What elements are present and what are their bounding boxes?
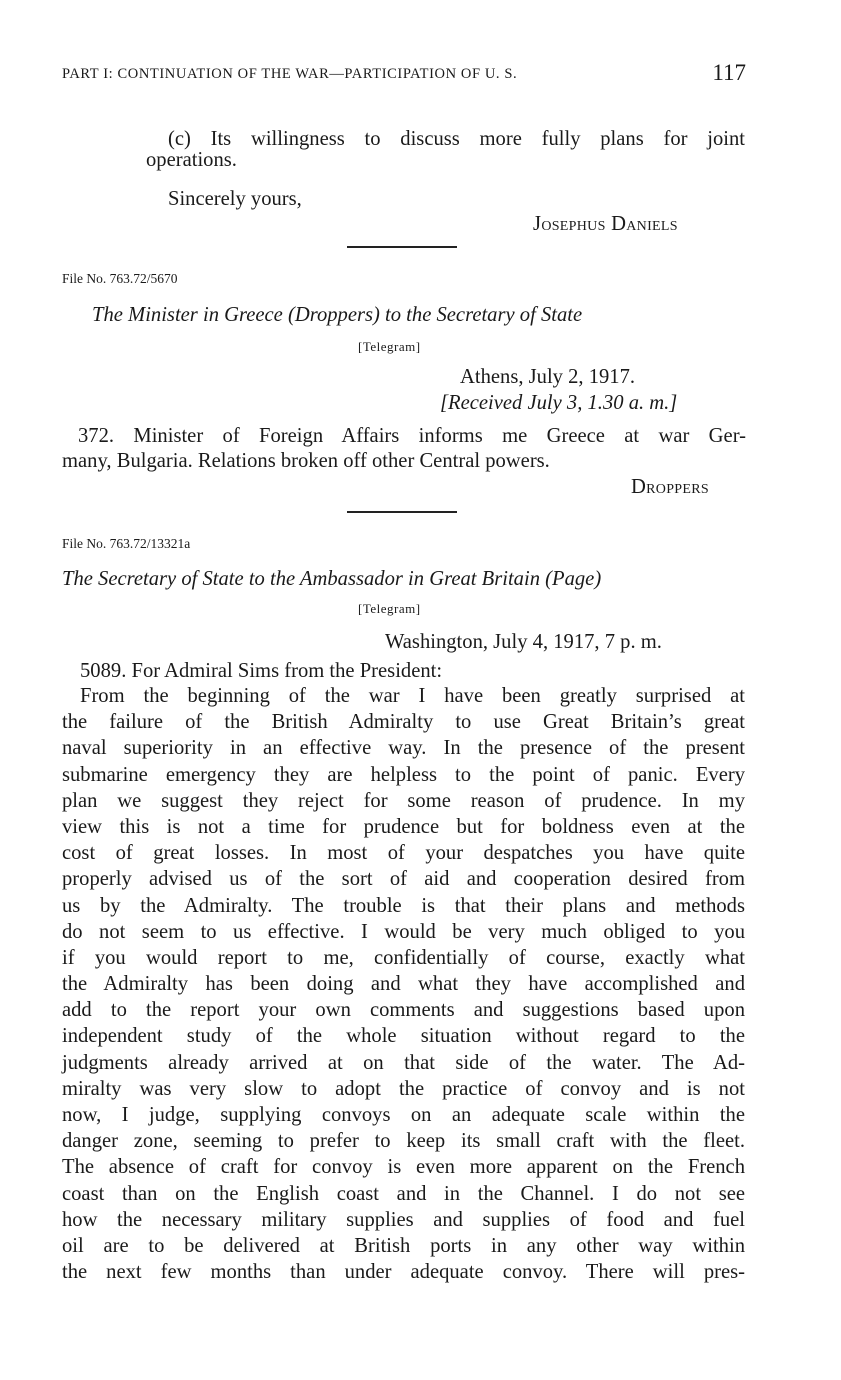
doc1-file-number: File No. 763.72/5670 xyxy=(62,271,178,286)
doc1-received: [Received July 3, 1.30 a. m.] xyxy=(440,392,678,414)
doc2-telegram-label: [Telegram] xyxy=(358,601,421,616)
doc1-signature: Droppers xyxy=(631,476,709,498)
doc2-body-line: submarine emergency they are helpless to the point of panic. Every xyxy=(62,763,745,786)
running-title: PART I: CONTINUATION OF THE WAR—PARTICIPATION OF U. S. xyxy=(62,66,518,82)
letter-item-c-line1: (c) Its willingness to discuss more fully plans for joint xyxy=(168,128,745,150)
running-header xyxy=(62,60,746,85)
doc2-body-line: how the necessary military supplies and supplies of food and fuel xyxy=(62,1208,745,1231)
doc2-body-line: now, I judge, supplying convoys on an adequate scale within the xyxy=(62,1104,745,1126)
doc2-body xyxy=(62,683,745,1285)
doc1-body-line1: 372. Minister of Foreign Affairs informs me Greece at war Ger- xyxy=(78,425,746,447)
letter-closing: Sincerely yours, xyxy=(168,188,302,210)
doc2-body-line: the Admiralty has been doing and what they have accomplished and xyxy=(62,973,745,996)
doc2-body-line: plan we suggest they reject for some reason of prudence. In my xyxy=(62,789,745,812)
doc2-body-line: us by the Admiralty. The trouble is that their plans and methods xyxy=(62,894,745,917)
doc2-body-line: From the beginning of the war I have been greatly surprised at xyxy=(80,685,745,707)
doc2-body-line: add to the report your own comments and suggestions based upon xyxy=(62,999,745,1022)
doc2-dateline: Washington, July 4, 1917, 7 p. m. xyxy=(385,631,662,653)
doc2-body-line: independent study of the whole situation without regard to the xyxy=(62,1025,745,1048)
doc1-body-line2: many, Bulgaria. Relations broken off other Central powers. xyxy=(62,450,550,472)
doc2-body-line: the next few months than under adequate convoy. There will pres- xyxy=(62,1261,745,1284)
doc2-body-line: miralty was very slow to adopt the practice of convoy and is not xyxy=(62,1077,745,1100)
doc1-telegram-label: [Telegram] xyxy=(358,339,421,354)
doc2-body-line: properly advised us of the sort of aid and cooperation desired from xyxy=(62,868,745,891)
doc2-opening: 5089. For Admiral Sims from the President: xyxy=(80,660,443,682)
doc2-file-number: File No. 763.72/13321a xyxy=(62,536,191,551)
doc2-body-line: cost of great losses. In most of your despatches you have quite xyxy=(62,842,745,865)
doc1-title: The Minister in Greece (Droppers) to the Secretary of State xyxy=(92,304,583,326)
doc2-body-line: danger zone, seeming to prefer to keep its small craft with the fleet. xyxy=(62,1130,745,1153)
section-divider xyxy=(347,511,457,513)
doc2-body-line: naval superiority in an effective way. In the presence of the present xyxy=(62,737,745,760)
doc2-body-line: The absence of craft for convoy is even more apparent on the French xyxy=(62,1156,745,1179)
doc2-body-line: view this is not a time for prudence but for boldness even at the xyxy=(62,815,745,838)
doc2-title: The Secretary of State to the Ambassador in Great Britain (Page) xyxy=(62,568,602,590)
doc2-body-line: the failure of the British Admiralty to use Great Britain’s great xyxy=(62,711,745,734)
letter-signature: Josephus Daniels xyxy=(533,213,678,235)
section-divider xyxy=(347,246,457,248)
letter-item-c-line2: operations. xyxy=(146,149,237,171)
doc2-body-line: coast than on the English coast and in the Channel. I do not see xyxy=(62,1182,745,1205)
doc2-body-line: judgments already arrived at on that side of the water. The Ad- xyxy=(62,1051,745,1074)
page-number: 117 xyxy=(712,60,746,85)
doc1-dateline: Athens, July 2, 1917. xyxy=(460,366,636,388)
doc2-body-line: do not seem to us effective. I would be very much obliged to you xyxy=(62,920,745,943)
doc2-body-line: if you would report to me, confidentially of course, exactly what xyxy=(62,946,745,969)
doc2-body-line: oil are to be delivered at British ports in any other way within xyxy=(62,1234,745,1257)
